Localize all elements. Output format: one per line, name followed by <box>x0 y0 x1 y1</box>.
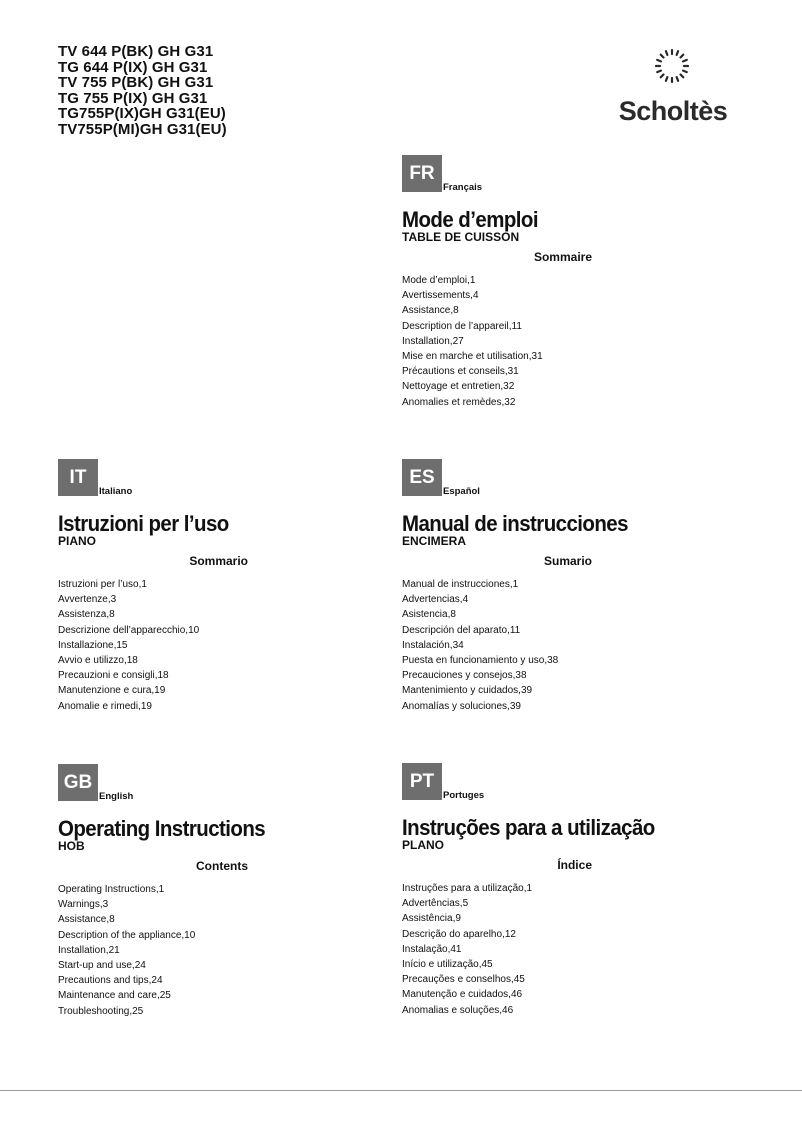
toc-item: Manutenção e cuidados,46 <box>402 989 523 1001</box>
section-subtitle: HOB <box>58 839 85 853</box>
toc-list <box>402 577 558 714</box>
language-name: Español <box>443 486 480 497</box>
toc-item: Instruções para a utilização,1 <box>402 883 533 894</box>
section-subtitle: ENCIMERA <box>402 534 467 548</box>
model-number: TG 755 P(IX) GH G31 <box>58 89 208 107</box>
model-number: TG755P(IX)GH G31(EU) <box>58 105 226 122</box>
language-name: Italiano <box>99 486 133 497</box>
footer-divider <box>0 1090 802 1091</box>
toc-item: Precautions and tips,24 <box>58 975 163 987</box>
toc-item: Mantenimiento y cuidados,39 <box>402 685 533 697</box>
language-badge: IT <box>58 459 98 496</box>
model-number: TV 755 P(BK) GH G31 <box>58 74 214 91</box>
toc-list <box>402 881 532 1018</box>
sunburst-icon <box>650 44 694 88</box>
language-badge: PT <box>402 763 442 800</box>
section-title: Instruções para a utilização <box>402 815 655 840</box>
model-number: TV 644 P(BK) GH G31 <box>58 43 214 60</box>
toc-item: Descripción del aparato,11 <box>402 624 521 636</box>
toc-heading: Contents <box>196 859 248 873</box>
toc-item: Início e utilização,45 <box>402 959 493 971</box>
toc-item: Advertências,5 <box>402 898 469 910</box>
section-title: Operating Instructions <box>58 816 266 841</box>
toc-item: Istruzioni per l’uso,1 <box>58 579 147 590</box>
toc-item: Anomalías y soluciones,39 <box>402 700 521 712</box>
toc-heading: Sommaire <box>533 250 592 264</box>
toc-item: Mode d’emploi,1 <box>402 275 476 286</box>
toc-item: Instalação,41 <box>402 943 462 955</box>
language-badge: ES <box>402 459 442 496</box>
toc-item: Manual de instrucciones,1 <box>402 579 519 590</box>
toc-item: Avvio e utilizzo,18 <box>58 655 138 667</box>
toc-item: Puesta en funcionamiento y uso,38 <box>402 655 559 667</box>
toc-item: Operating Instructions,1 <box>58 884 165 895</box>
language-badge: FR <box>402 155 442 192</box>
toc-item: Maintenance and care,25 <box>58 990 171 1002</box>
model-list <box>58 44 227 137</box>
brand-name: Scholtès <box>618 96 728 126</box>
toc-item: Start-up and use,24 <box>58 960 146 972</box>
section-subtitle: PIANO <box>58 534 97 548</box>
toc-item: Precauciones y consejos,38 <box>402 670 527 682</box>
toc-heading: Sumario <box>543 554 592 568</box>
toc-item: Avvertenze,3 <box>58 594 117 606</box>
language-badge: GB <box>58 764 98 801</box>
toc-item: Installation,27 <box>402 335 464 347</box>
toc-item: Assistance,8 <box>402 305 459 317</box>
toc-item: Precauções e conselhos,45 <box>402 974 525 986</box>
toc-item: Manutenzione e cura,19 <box>58 685 166 697</box>
section-title: Manual de instrucciones <box>402 511 628 536</box>
section-title: Mode d’emploi <box>402 207 538 232</box>
toc-item: Précautions et conseils,31 <box>402 366 519 378</box>
model-number: TV755P(MI)GH G31(EU) <box>58 120 227 138</box>
section-subtitle: TABLE DE CUISSON <box>402 230 520 244</box>
toc-list <box>58 882 195 1019</box>
toc-item: Anomalie e rimedi,19 <box>58 700 152 712</box>
toc-item: Description of the appliance,10 <box>58 929 196 941</box>
toc-item: Anomalias e soluções,46 <box>402 1004 514 1016</box>
model-number: TG 644 P(IX) GH G31 <box>58 58 208 76</box>
toc-item: Descrição do aparelho,12 <box>402 928 516 940</box>
toc-item: Advertencias,4 <box>402 594 469 606</box>
language-name: English <box>99 791 134 802</box>
toc-item: Anomalies et remèdes,32 <box>402 396 516 408</box>
toc-item: Asistencia,8 <box>402 609 456 621</box>
toc-item: Avertissements,4 <box>402 290 479 302</box>
toc-item: Instalación,34 <box>402 639 464 651</box>
language-name: Portuges <box>443 790 485 801</box>
toc-item: Nettoyage et entretien,32 <box>402 381 515 393</box>
toc-item: Mise en marche et utilisation,31 <box>402 351 543 363</box>
toc-item: Assistenza,8 <box>58 609 115 621</box>
toc-item: Warnings,3 <box>58 899 109 911</box>
toc-list <box>402 273 543 410</box>
toc-heading: Índice <box>557 858 592 872</box>
toc-item: Assistance,8 <box>58 914 115 926</box>
toc-item: Description de l’appareil,11 <box>402 320 522 332</box>
toc-heading: Sommario <box>189 554 248 568</box>
toc-item: Installation,21 <box>58 944 120 956</box>
section-title: Istruzioni per l’uso <box>58 511 229 536</box>
section-subtitle: PLANO <box>402 838 444 852</box>
toc-item: Assistência,9 <box>402 913 461 925</box>
language-name: Français <box>443 182 483 193</box>
toc-list <box>58 577 199 714</box>
toc-item: Troubleshooting,25 <box>58 1005 144 1017</box>
toc-item: Precauzioni e consigli,18 <box>58 670 169 682</box>
toc-item: Descrizione dell’apparecchio,10 <box>58 624 200 636</box>
toc-item: Installazione,15 <box>58 639 128 651</box>
brand-logo <box>612 44 734 130</box>
